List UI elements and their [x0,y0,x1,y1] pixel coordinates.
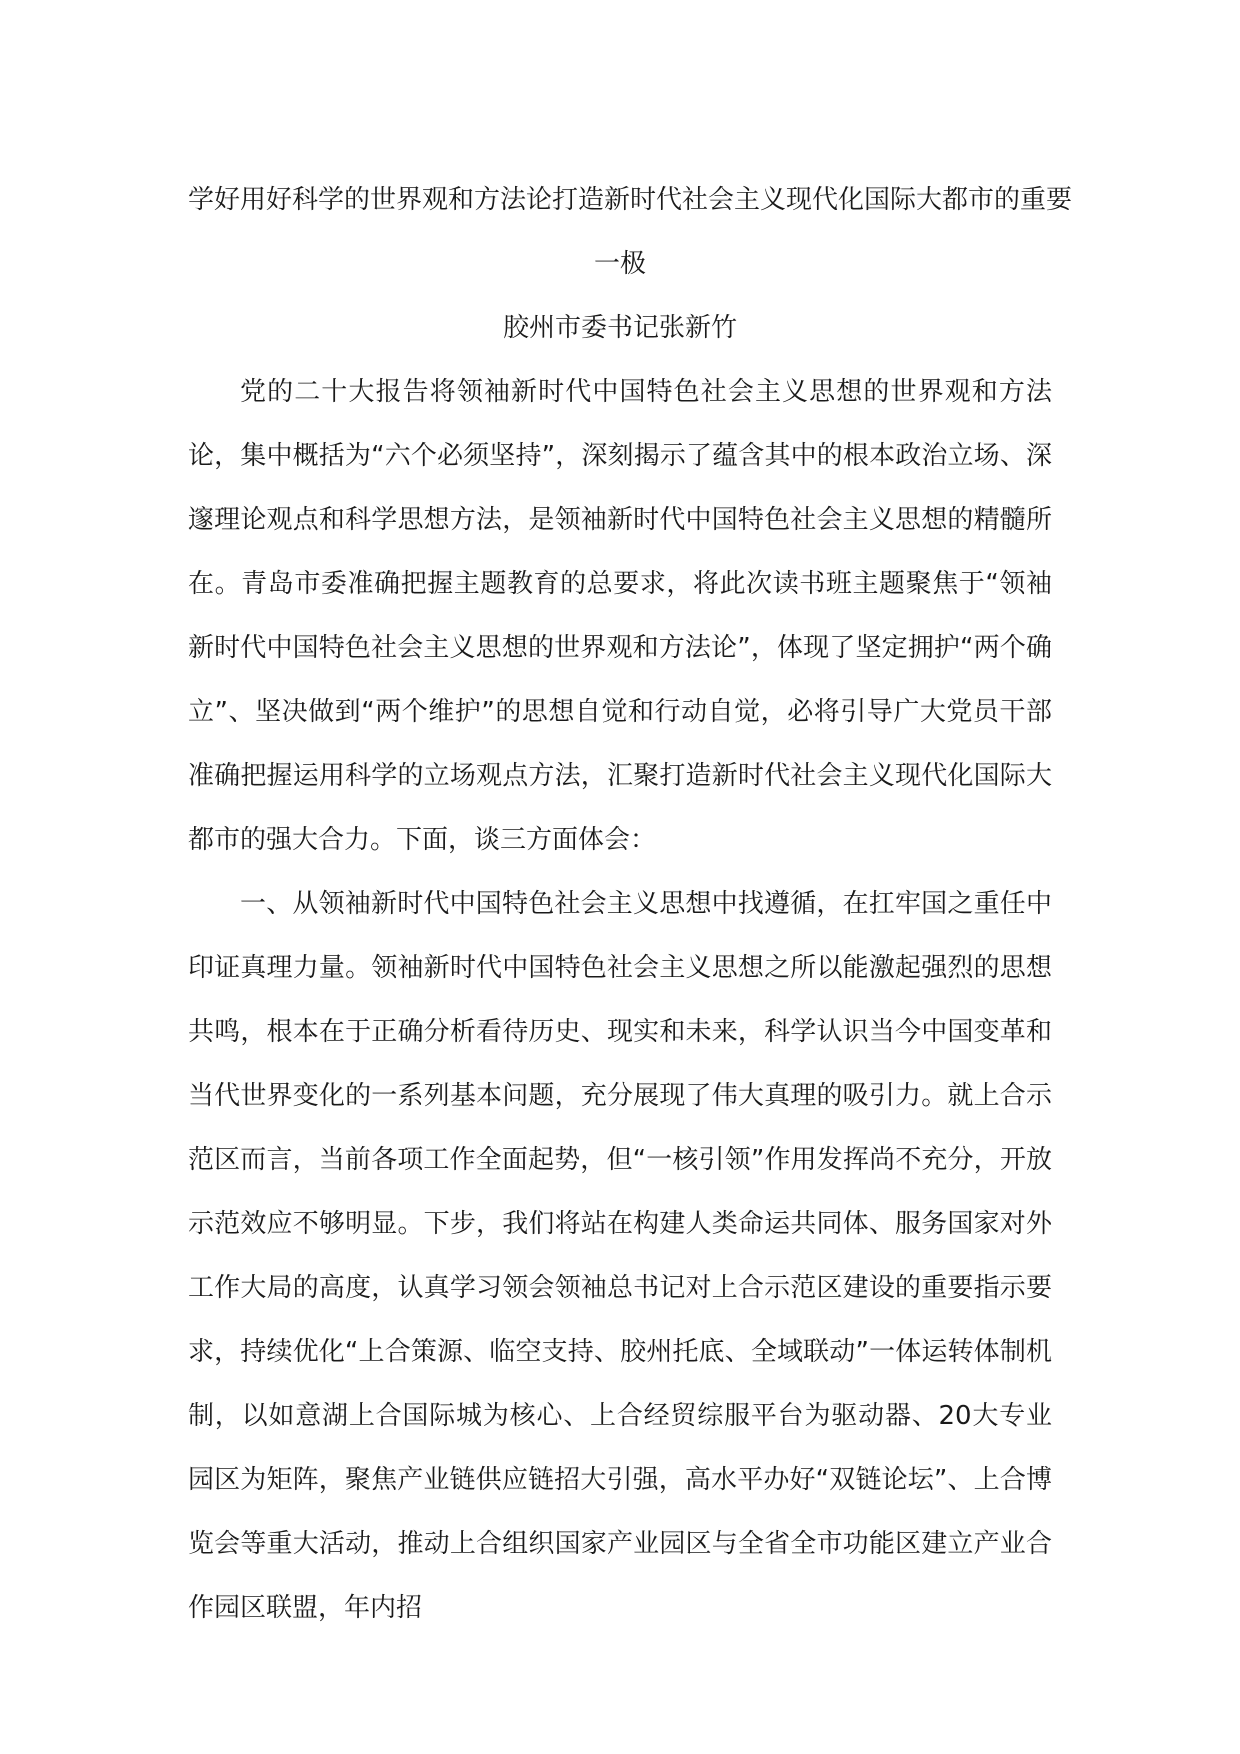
document-title [188,168,1073,296]
title-line-1: 学好用好科学的世界观和方法论打造新时代社会主义现代化国际大都市的重要 [188,185,1073,215]
body-paragraph-1: 党的二十大报告将领袖新时代中国特色社会主义思想的世界观和方法论，集中概括为“六个必须坚持”，深刻揭示了蕴含其中的根本政治立场、深邃理论观点和科学思想方法，是领袖新时代中国特色社会主义思想的精髓所在。青岛市委准确把握主题教育的总要求，将此次读书班主题聚焦于“领袖新时代中国特色社会主义思想的世界观和方法论”，体现了坚定拥护“两个确立”、坚决做到“两个维护”的思想自觉和行动自觉，必将引导广大党员干部准确把握运用科学的立场观点方法，汇聚打造新时代社会主义现代化国际大都市的强大合力。下面，谈三方面体会： [188,377,1052,855]
body-paragraph-2: 一、从领袖新时代中国特色社会主义思想中找遵循，在扛牢国之重任中印证真理力量。领袖新时代中国特色社会主义思想之所以能激起强烈的思想共鸣，根本在于正确分析看待历史、现实和未来，科学认识当今中国变革和当代世界变化的一系列基本问题，充分展现了伟大真理的吸引力。就上合示范区而言，当前各项工作全面起势，但“一核引领”作用发挥尚不充分，开放示范效应不够明显。下步，我们将站在构建人类命运共同体、服务国家对外工作大局的高度，认真学习领会领袖总书记对上合示范区建设的重要指示要求，持续优化“上合策源、临空支持、胶州托底、全域联动”一体运转体制机制，以如意湖上合国际城为核心、上合经贸综服平台为驱动器、20大专业园区为矩阵，聚焦产业链供应链招大引强，高水平办好“双链论坛”、上合博览会等重大活动，推动上合组织国家产业园区与全省全市功能区建立产业合作园区联盟，年内招 [188,889,1052,1623]
document-page [188,168,1073,1640]
title-line-2: 一极 [593,249,646,279]
author-line: 胶州市委书记张新竹 [502,313,737,343]
